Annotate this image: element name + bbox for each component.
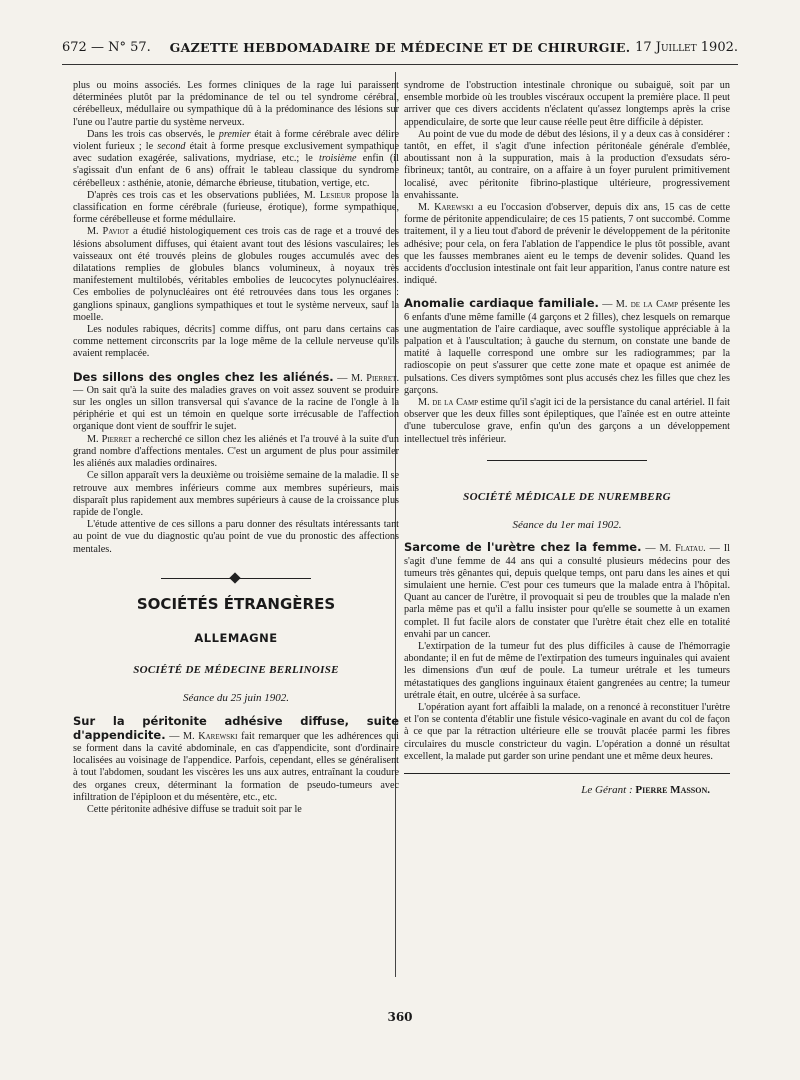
article-heading: Des sillons des ongles chez les aliénés. — [73, 369, 334, 384]
paragraph: Au point de vue du mode de début des lésions, il y a deux cas à considérer : tantôt, en effet, il s'agit d'une infection péritonéale générale d'emblée, aboutissant non à la suppuration, mais à la production d'exsudats séro-fibrineux; tantôt, au contraire, on a affaire à un foyer purulent primitivement localisé, avec péritonite fibrino-plastique ultérieure, progressivement envahissante. — [404, 128, 730, 201]
article-peritonite: Sur la péritonite adhésive diffuse, suite d'appendicite. — M. Karewski fait remarquer que les adhérences qui se forment dans la cavité abdominale, en cas d'appendicite, sont d'ordinaire localisées au voisinage de l'appendice. Parfois, cependant, elles se généralisent à tout l'abdomen, soudant les viscères les uns aux autres, entraînant la coudure des organes creux, déterminant la formation de pseudo-tumeurs avec infiltration de l'épiploon et du mésentère, etc., etc. — [73, 713, 399, 803]
author-name: M. de la Camp — [615, 299, 679, 311]
paragraph: syndrome de l'obstruction intestinale chronique ou subaiguë, soit par un ensemble morbide où les troubles viscéraux occupent la première place. Il peut arriver que ces divers accidents n'éclatent qu'assez longtemps après la crise appendiculaire, de sorte que leur cause réelle peut être difficile à dépister. — [404, 80, 730, 128]
running-header — [62, 40, 738, 62]
article-heading: Sarcome de l'urètre chez la femme. — [404, 540, 642, 555]
paragraph: M. Karewski a eu l'occasion d'observer, depuis dix ans, 15 cas de cette forme de péritonite appendiculaire; de ces 15 patients, 7 ont succombé. Comme traitement, il y a lieu tout d'abord de prévenir le développement de la péritonite adhésive; pour cela, on fera l'ablation de l'appendice le plus tôt possible, avant que les fausses membranes aient eu le temps de devenir solides. Quand les accidents d'occlusion intestinale ont fait leur apparition, l'anus contre nature est indiqué. — [404, 202, 730, 287]
article-heading: Anomalie cardiaque familiale. — [404, 296, 599, 311]
paragraph: L'étude attentive de ces sillons a paru donner des résultats intéressants tant au point de vue du diagnostic qu'au point de vue du pronostic des affections mentales. — [73, 519, 399, 555]
paragraph: L'extirpation de la tumeur fut des plus difficiles à cause de l'hémorragie abondante; il en fut de même de l'extirpation des tumeurs inguinales qui avaient les dimensions d'un œuf de poule. La tumeur urétrale et les tumeurs métastatiques des ganglions inguinaux étaient gangrenées au centre; la tumeur urétrale était, en outre, ulcérée à sa surface. — [404, 640, 730, 701]
left-column — [73, 80, 399, 816]
session-date: Séance du 1er mai 1902. — [512, 519, 622, 532]
society-heading: SOCIÉTÉ DE MÉDECINE BERLINOISE — [133, 664, 339, 677]
header-rule — [62, 64, 738, 65]
folio-number: 360 — [387, 1010, 413, 1024]
paragraph: M. de la Camp estime qu'il s'agit ici de la persistance du canal artériel. Il fait observer que les deux filles sont épileptiques, que l'aînée est en outre atteinte d'une tuberculose grave, enfin qu'un des garçons a un développement intellectuel très inférieur. — [404, 397, 730, 445]
ornament-divider — [161, 574, 311, 584]
paragraph: Cette péritonite adhésive diffuse se traduit soit par le — [87, 803, 302, 815]
paragraph: M. Paviot a étudié histologiquement ces trois cas de rage et a trouvé des lésions absolument diffuses, qui étaient avant tout des lésions vasculaires; les vaisseaux ont été trouvés pleins de globules rouges accumulés avec des dilatations remplies de globules blancs volumineux, à noyaux très manifestement multilobés, véritables embolies de leucocytes polynucléaires. Ces embolies de polynucléaires ont été retrouvées dans tous les organes : ganglions spinaux, ganglions sympathiques et tout le système nerveux, sauf la moelle. — [73, 226, 399, 323]
paragraph: plus ou moins associés. Les formes cliniques de la rage lui paraissent déterminées plutôt par la prédominance de tel ou tel syndrome cérébral, cérébelleux, médullaire ou sympathique dû à la prédominance des lésions sur l'une ou l'autre partie du système nerveux. — [73, 80, 399, 128]
section-title: SOCIÉTÉS ÉTRANGÈRES — [136, 594, 336, 613]
paragraph: Ce sillon apparaît vers la deuxième ou troisième semaine de la maladie. Il se retrouve aux membres inférieurs comme aux membres supérieurs, mais disparaît plus rapidement aux membres supérieurs à cause de la croissance plus rapide de l'ongle. — [73, 470, 399, 518]
society-heading: SOCIÉTÉ MÉDICALE DE NUREMBERG — [463, 490, 671, 503]
paragraph: D'après ces trois cas et les observations publiées, M. Lesieur propose la classification en forme cérébrale (furieuse, érotique), forme sympathique, forme cérébelleuse et forme médullaire. — [73, 189, 400, 226]
publisher-signature: Le Gérant : Pierre Masson. — [581, 783, 710, 796]
article-anomalie: Anomalie cardiaque familiale. — M. de la Camp présente les 6 enfants d'une même famille (4 garçons et 2 filles), chez lesquels on remarque une augmentation de l'aire cardiaque, avec souffle systolique appréciable à la palpation et à l'auscultation; à gauche du sternum, on constate une bande de matité à laquelle correspond une ombre sur les radiogrammes; par la radioscopie on peut s'assurer que cette zone mate et opaque est animée de pulsations. Ces divers symptômes sont plus accusés chez les filles que chez les garçons. — [404, 296, 730, 396]
page-number: 672 — N° 57. — [62, 40, 151, 55]
closing-rule — [404, 773, 730, 774]
paragraph: Les nodules rabiques, décrits] comme diffus, ont paru dans certains cas comme nettement circonscrits par la loge même de la cellule nerveuse qu'ils avaient remplacée. — [73, 324, 399, 360]
author-name: M. Karewski — [183, 730, 238, 742]
issue-date: 17 Juillet 1902. — [635, 40, 738, 55]
article-heading: Sur la péritonite adhésive diffuse, suite d'appendicite. — [73, 713, 399, 742]
author-name: M. Pierret. — [351, 372, 399, 384]
author-name: M. Flatau. — [659, 543, 706, 555]
right-column — [404, 80, 730, 796]
section-rule — [487, 460, 647, 461]
article-ongles: Des sillons des ongles chez les aliénés. — M. Pierret. — On sait qu'à la suite des maladies graves on voit assez souvent se produire sur les ongles un sillon transversal qui s'avance de la racine de l'ongle à la périphérie et qui est un témoin en quelque sorte irrécusable de l'affection organique dont vient de souffrir le sujet. — [73, 369, 399, 433]
paragraph: M. Pierret a recherché ce sillon chez les aliénés et l'a trouvé à la suite d'un grand nombre d'affections mentales. C'est un argument de plus pour assimiler les aliénés aux maladies ordinaires. — [73, 433, 399, 470]
paragraph: Dans les trois cas observés, le premier était à forme cérébrale avec délire violent furieux ; le second était à forme presque exclusivement sympathique avec sudation exagérée, salivations, mydriase, etc.; le troisième enfin (il s'agissait d'un enfant de 6 ans) offrait le tableau classique du syndrome cérébelleux : asthénie, atonie, démarche ébrieuse, titubation, vertige, etc. — [73, 128, 399, 189]
paragraph: L'opération ayant fort affaibli la malade, on a renoncé à reconstituer l'urètre et l'on se contenta d'établir une fistule vésico-vaginale en avant du col de façon à ce que par la rétraction ultérieure elle se trouvât placée parmi les fibres circulaires du muscle constricteur du vagin. L'opération a donné un résultat excellent, la malade put garder son urine pendant une et même deux heures. — [404, 701, 730, 762]
journal-title: GAZETTE HEBDOMADAIRE DE MÉDECINE ET DE CHIRURGIE. — [169, 40, 631, 55]
session-date: Séance du 25 juin 1902. — [182, 692, 289, 705]
article-sarcome: Sarcome de l'urètre chez la femme. — M. Flatau. — Il s'agit d'une femme de 44 ans qui a consulté plusieurs médecins pour des tumeurs très gênantes qui, depuis quelque temps, ont paru dans les aines et qui simulaient une hernie. C'est pour ces tumeurs que la malade entra à l'hôpital. Quant au cancer de l'urètre, il provoquait si peu de troubles que la malade n'en parla même pas et qu'il a fallu insister pour qu'elle se soumette à un examen complet. Il fut facile alors de constater que l'urètre était chez elle en totalité envahi par un cancer. — [404, 540, 730, 640]
country-heading: ALLEMAGNE — [194, 630, 278, 645]
